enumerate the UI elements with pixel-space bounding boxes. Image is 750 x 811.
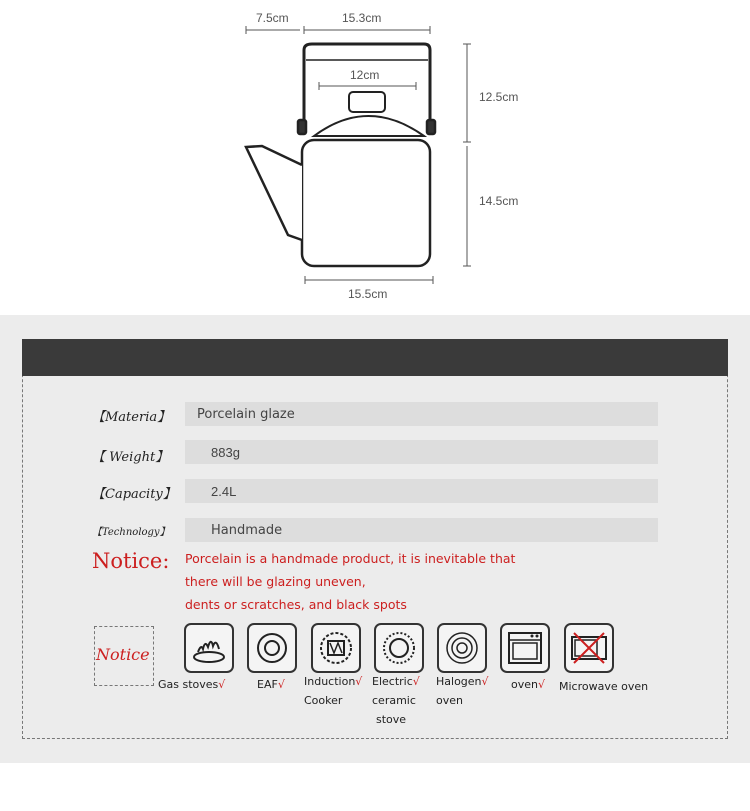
halogen-oven-icon bbox=[437, 623, 487, 673]
microwave-oven-label: Microwave oven bbox=[559, 680, 649, 693]
halogen-oven-label-line2: oven bbox=[436, 694, 463, 707]
dim-bottom-width: 15.5cm bbox=[348, 287, 388, 301]
spec-label-material: 【Materia】 bbox=[92, 410, 171, 425]
gas-stove-icon bbox=[184, 623, 234, 673]
oven-label: oven√ bbox=[511, 678, 545, 691]
electric-ceramic-stove-icon bbox=[374, 623, 424, 673]
eaf-label: EAF√ bbox=[257, 678, 285, 691]
dim-upper-height: 12.5cm bbox=[479, 90, 519, 104]
notice-box bbox=[94, 626, 154, 686]
spec-value-capacity: 2.4L bbox=[185, 479, 658, 503]
halogen-oven-label: Halogen√ bbox=[436, 675, 489, 688]
electric-ceramic-label-line3: stove bbox=[376, 713, 407, 726]
spec-value-technology: Handmade bbox=[185, 518, 658, 542]
notice-line-1: Porcelain is a handmade product, it is inevitable that bbox=[185, 551, 516, 566]
dim-left-width: 7.5cm bbox=[256, 11, 289, 25]
electric-ceramic-label: Electric√ bbox=[372, 675, 420, 688]
gas-stove-label: Gas stoves√ bbox=[158, 678, 226, 691]
spec-panel-header-bar bbox=[22, 339, 728, 376]
dim-lower-height: 14.5cm bbox=[479, 194, 519, 208]
induction-cooker-label: Induction√ bbox=[304, 675, 363, 688]
notice-line-3: dents or scratches, and black spots bbox=[185, 597, 407, 612]
induction-cooker-label-line2: Cooker bbox=[304, 694, 343, 707]
notice-title: Notice: bbox=[92, 549, 170, 573]
dim-lid-width: 12cm bbox=[350, 68, 380, 82]
spec-label-capacity: 【Capacity】 bbox=[92, 487, 176, 502]
notice-box-label: Notice bbox=[96, 645, 150, 664]
kettle-diagram-area bbox=[0, 0, 750, 315]
oven-icon bbox=[500, 623, 550, 673]
kettle-line-drawing bbox=[0, 0, 750, 315]
electric-ceramic-label-line2: ceramic bbox=[372, 694, 416, 707]
spec-label-weight: 【 Weight】 bbox=[92, 450, 169, 465]
page-bottom-area bbox=[0, 763, 750, 811]
dim-top-width: 15.3cm bbox=[342, 11, 382, 25]
spec-value-weight: 883g bbox=[185, 440, 658, 464]
microwave-oven-icon bbox=[564, 623, 614, 673]
induction-cooker-icon bbox=[311, 623, 361, 673]
eaf-icon bbox=[247, 623, 297, 673]
spec-label-technology: 【Technology】 bbox=[92, 527, 170, 538]
notice-line-2: there will be glazing uneven, bbox=[185, 574, 366, 589]
spec-value-material: Porcelain glaze bbox=[185, 402, 658, 426]
